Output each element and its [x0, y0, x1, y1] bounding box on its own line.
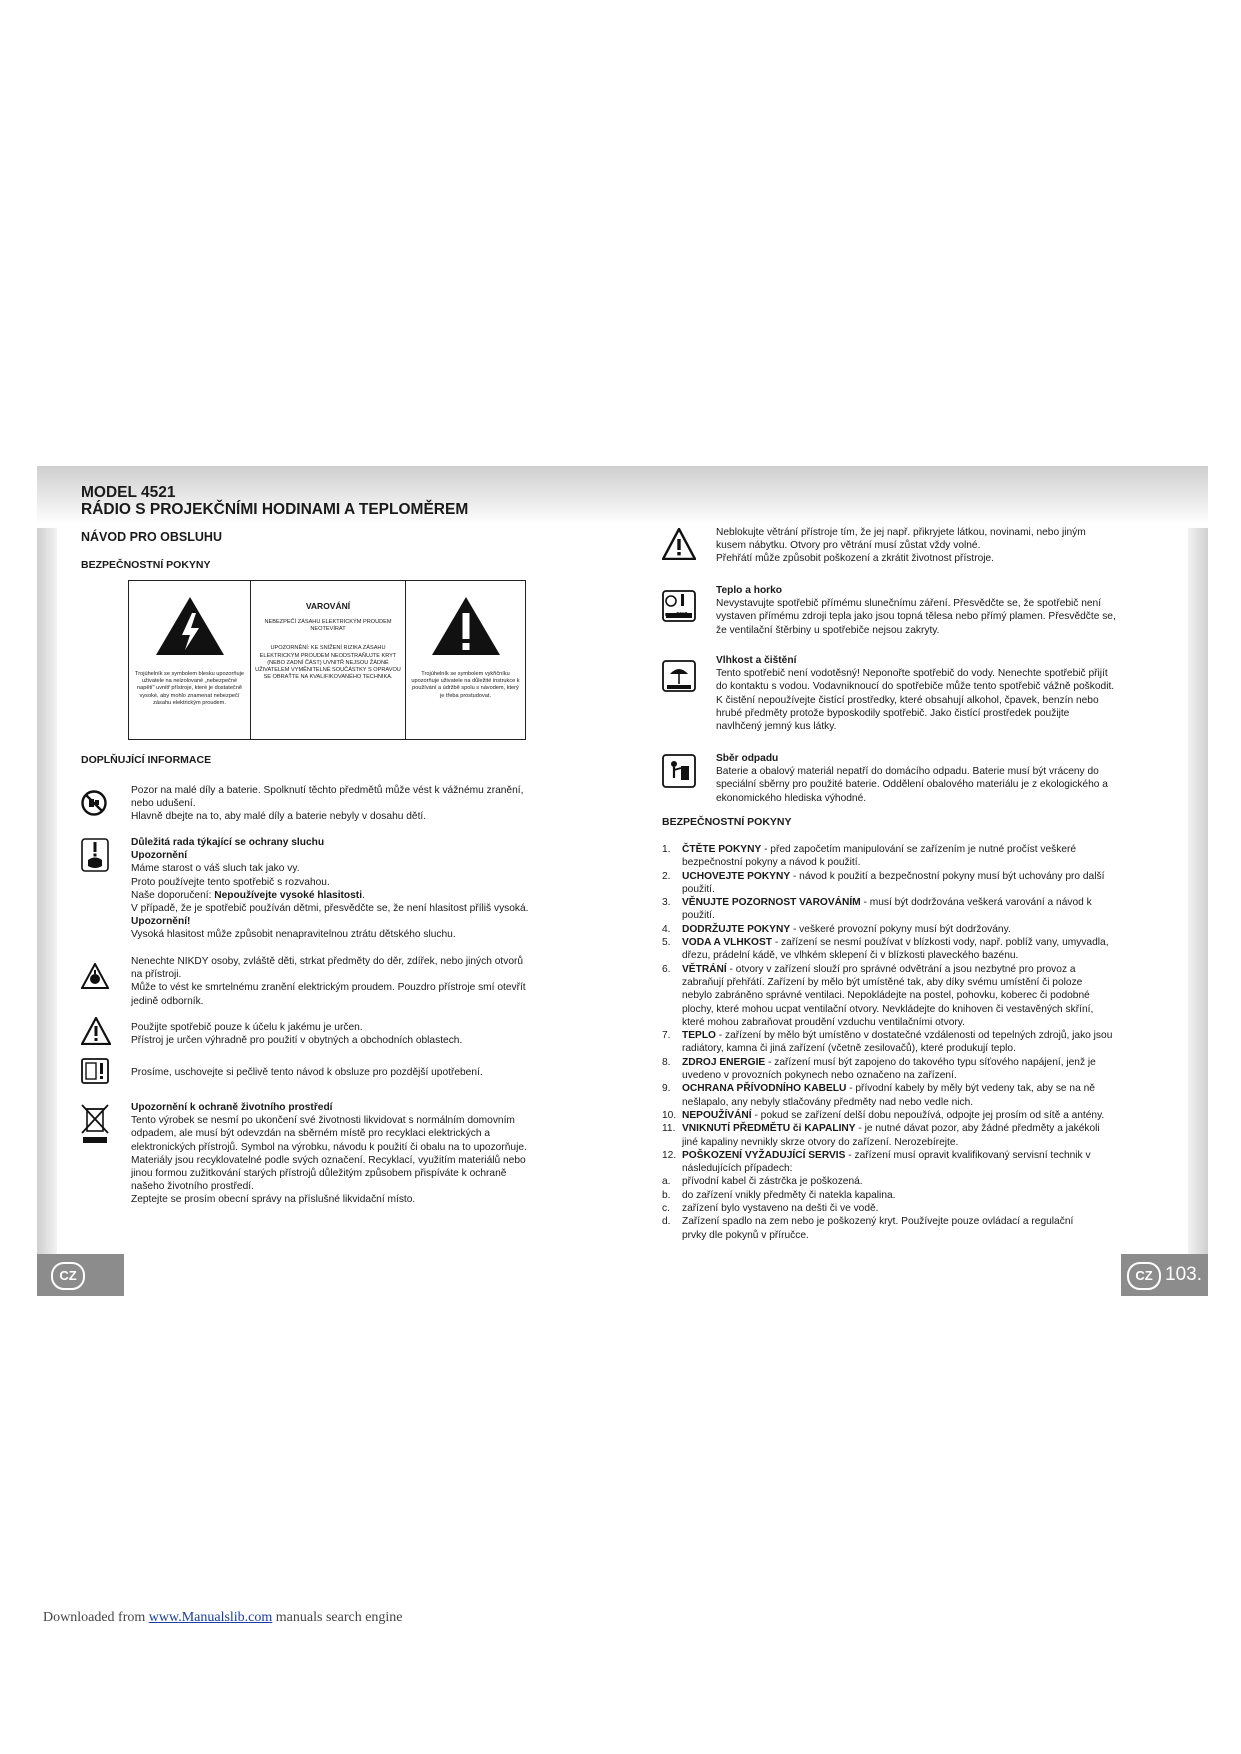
safety-list-item	[662, 1056, 1192, 1069]
hearing-warning-label: Upozornění!	[131, 916, 191, 928]
safety-list-text: - zařízení musí opravit kvalifikovaný servisní technik v	[845, 1149, 1091, 1161]
safety-list-number: 8.	[662, 1056, 671, 1068]
safety-list-item	[662, 1229, 1192, 1242]
safety-list-text: použití.	[682, 910, 715, 922]
safety-list-number: d.	[662, 1216, 671, 1228]
safety-list-text: nešlapalo, any nebyly stlačovány předměty nad nebo vedle nich.	[682, 1096, 974, 1108]
safety-list-number: b.	[662, 1189, 671, 1201]
safety-list-item	[662, 1202, 1192, 1215]
safety-list-item	[662, 1175, 1192, 1188]
heat-title: Teplo a horko	[716, 585, 783, 596]
safety-heading: BEZPEČNOSTNÍ POKYNY	[81, 559, 211, 571]
safety-list-item	[662, 963, 1192, 976]
warning-box	[128, 580, 526, 740]
moisture-title: Vlhkost a čištění	[716, 655, 797, 666]
manual-spread	[37, 466, 1208, 1296]
warning-cover-text: UPOZORNĚNÍ: KE SNÍŽENÍ RIZIKA ZÁSAHU ELEKTRICKÝM PROUDEM NEODSTRAŇUJTE KRYT (NEBO ZADNÍ ČÁST) UVNITŘ NEJSOU ŽÁDNÉ UŽIVATELEM VYMĚNITELNÉ SOUČÁSTKY S OPRAVOU SE OBRAŤTE NA KVALIFIKOVANÉHO TECHNIKA.	[255, 645, 401, 681]
safety-list-item	[662, 1069, 1192, 1082]
safety-list-number: 5.	[662, 937, 671, 949]
waste-line: speciální sběrny pro použité baterie. Oddělení obalového materiálu je z ekologického a	[716, 779, 1108, 791]
safety-list-text: použití.	[682, 883, 715, 895]
intended-use-line: Použijte spotřebič pouze k účelu k jakému je určen.	[131, 1022, 363, 1033]
safety-list-keyword: VĚNUJTE POZORNOST VAROVÁNÍM	[682, 897, 861, 909]
environment-line: Zeptejte se prosím obecní správy na příslušné likvidační místo.	[131, 1194, 416, 1206]
safety-list-item	[662, 1122, 1192, 1135]
small-parts-line: nebo udušení.	[131, 798, 196, 810]
waste-line: ekonomického hlediska výhodné.	[716, 792, 867, 804]
safety-list-keyword: VĚTRÁNÍ	[682, 963, 727, 975]
safety-list-text: - musí být dodržována veškerá varování a návod k	[860, 897, 1092, 909]
objects-line: na přístroji.	[131, 969, 182, 981]
safety-list-item	[662, 1042, 1192, 1055]
manual-book-icon	[81, 1058, 109, 1084]
moisture-line: hrubé předměty protože byposkodily spotřebič. Jako čistící prostředek použijte	[716, 707, 1070, 719]
exclamation-warning-icon	[430, 595, 502, 657]
safety-list-item	[662, 1016, 1192, 1029]
safety-list-item	[662, 1215, 1192, 1228]
hearing-line: V případě, že je spotřebič používán dětmi, přesvědčte se, že není hlasitost příliš vysoká.	[131, 903, 529, 915]
lightning-warning-icon	[154, 595, 226, 657]
safety-list-number: 4.	[662, 923, 671, 935]
language-badge: CZ	[51, 1262, 85, 1290]
objects-line: Může to vést ke smrtelnému zranění elektrickým proudem. Pouzdro přístroje smí otevřít	[131, 982, 526, 994]
safety-list-text: - otvory v zařízení slouží pro správné odvětrání a jsou nezbytné pro provoz a	[726, 963, 1076, 975]
hearing-warning-label: Upozornění	[131, 850, 188, 862]
left-page-edge	[37, 528, 57, 1254]
safety-list-keyword: ZDROJ ENERGIE	[682, 1056, 766, 1068]
safety-list-text: - před započetím manipulování se zařízením je nutné pročíst veškeré	[761, 844, 1077, 855]
safety-list-text: plochy, které mohou ucpat ventilační otvory. Nevkládejte do knihoven či vestavěných skříní,	[682, 1003, 1094, 1015]
safety-list-item	[662, 856, 1192, 869]
safety-list-text: radiátory, kamna či jiná zařízení (včetně zesilovačů), které produkují teplo.	[682, 1043, 1016, 1055]
safety-list-keyword: ČTĚTE POKYNY	[682, 844, 762, 855]
safety-list-text: jiné kapaliny nevnikly skrze otvory do zařízení. Nerozebírejte.	[682, 1136, 959, 1148]
safety-list-text: do zařízení vnikly předměty či natekla kapalina.	[682, 1189, 896, 1201]
safety-list-number: 12.	[662, 1149, 677, 1161]
waste-line: Baterie a obalový materiál nepatří do domácího odpadu. Baterie musí být vráceny do	[716, 766, 1099, 778]
safety-list-item	[662, 1149, 1192, 1162]
hearing-line: Proto používejte tento spotřebič s rozvahou.	[131, 876, 330, 888]
safety-list-item	[662, 1136, 1192, 1149]
safety-list-item	[662, 896, 1192, 909]
safety-list-item	[662, 989, 1192, 1002]
safety-list-number: 10.	[662, 1109, 677, 1121]
manualslib-link[interactable]: www.Manualslib.com	[148, 1610, 273, 1625]
safety-list-number: 9.	[662, 1083, 671, 1095]
safety-list-number: c.	[662, 1203, 670, 1215]
weee-bin-icon	[81, 1103, 109, 1145]
warning-box-exclamation-column	[406, 581, 525, 739]
environment-line: Tento výrobek se nesmí po ukončení své životnosti likvidovat s normálním domovním	[131, 1115, 515, 1127]
environment-line: elektronických přístrojů. Symbol na výrobku, návodu k použití či obalu na to upozorňuje.	[131, 1141, 527, 1153]
warning-shock-text: NEBEZPEČÍ ZÁSAHU ELEKTRICKÝM PROUDEM NEOTEVÍRAT	[264, 619, 392, 633]
heat-line: že ventilační štěrbiny u spotřebiče nejsou zakryty.	[716, 624, 940, 636]
safety-list-keyword: DODRŽUJTE POKYNY	[682, 923, 791, 935]
hearing-title: Důležitá rada týkající se ochrany sluchu	[131, 837, 325, 848]
safety-list-item	[662, 1096, 1192, 1109]
shock-hazard-icon	[81, 963, 109, 989]
safety-list-keyword: VNIKNUTÍ PŘEDMĚTU či KAPALINY	[682, 1123, 856, 1135]
additional-info-heading: DOPLŇUJÍCÍ INFORMACE	[81, 754, 212, 766]
objects-line: Nenechte NIKDY osoby, zvláště děti, strkat předměty do děr, zdířek, nebo jiných otvorů	[131, 956, 524, 967]
ventilation-line: kusem nábytku. Otvory pro větrání musí zůstat vždy volné.	[716, 540, 981, 552]
safety-list-keyword: VODA A VLHKOST	[682, 937, 772, 949]
ventilation-line: Neblokujte větrání přístroje tím, že jej např. přikryjete látkou, novinami, nebo jiným	[716, 527, 1086, 538]
caution-icon	[662, 528, 696, 560]
environment-line: Materiály jsou recyklovatelné podle svých označení. Recyklací, využitím materiálů nebo	[131, 1154, 526, 1166]
small-parts-line: Hlavně dbejte na to, aby malé díly a baterie nebyly v dosahu dětí.	[131, 811, 427, 823]
moisture-line: K čistění nepoužívejte čistící prostředky, které obsahují alkohol, čpavek, benzín nebo	[716, 694, 1099, 706]
safety-list-text: které mohou zabraňovat proudění vzduchu ventilačními otvory.	[682, 1016, 965, 1028]
moisture-line: navlhčený jemný kus látky.	[716, 721, 837, 733]
footer-left	[37, 1254, 124, 1296]
safety-list-text: přívodní kabel či zástrčka je poškozená.	[682, 1176, 863, 1188]
intended-use-line: Přístroj je určen výhradně pro použití v obytných a obchodních oblastech.	[131, 1035, 463, 1047]
safety-list-text: - návod k použití a bezpečnostní pokyny musí být uchovány pro další	[790, 870, 1105, 882]
no-small-parts-icon	[81, 790, 107, 816]
download-source-note: Downloaded from www.Manualslib.com manuals search engine	[43, 1610, 403, 1625]
warning-title: VAROVÁNÍ	[305, 601, 351, 611]
safety-list-number: 2.	[662, 870, 671, 882]
safety-list-number: 3.	[662, 897, 671, 909]
heat-line: vystaven přímému zdroji tepla jako jsou topná tělesa nebo přímý plamen. Přesvědčte se,	[716, 611, 1116, 623]
waste-title: Sběr odpadu	[716, 753, 779, 764]
safety-list-text: - přívodní kabely by měly být vedeny tak, aby se na ně	[846, 1083, 1095, 1095]
safety-list-item	[662, 883, 1192, 896]
safety-list-text: - pokud se zařízení delší dobu nepoužívá, odpojte jej prosím od sítě a antény.	[751, 1109, 1105, 1121]
document-title: MODEL 4521 RÁDIO S PROJEKČNÍMI HODINAMI A TEPLOMĚREM	[81, 484, 469, 518]
language-badge: CZ	[1127, 1262, 1161, 1290]
exclamation-warning-text: Trojúhelník se symbolem vykřičníku upozorňuje uživatele na důležité instrukce k používání a údržbě spolu s návodem, který je třeba prostudovat.	[411, 671, 520, 699]
safety-list-text: Zařízení spadlo na zem nebo je poškozený kryt. Používejte pouze ovládací a regulační	[682, 1216, 1074, 1228]
hearing-line: Vysoká hlasitost může způsobit nenapravitelnou ztrátu dětského sluchu.	[131, 929, 456, 941]
safety-list-number: 7.	[662, 1030, 671, 1042]
safety-list-item	[662, 976, 1192, 989]
safety-list-item	[662, 923, 1192, 936]
environment-line: našeho životního prostředí.	[131, 1181, 254, 1193]
manual-heading: NÁVOD PRO OBSLUHU	[81, 530, 222, 544]
hearing-warning-icon	[81, 838, 109, 872]
safety-instructions-heading: BEZPEČNOSTNÍ POKYNY	[662, 816, 792, 828]
safety-list-item	[662, 909, 1192, 922]
safety-list-text: dřezu, prádelní kádě, ve vlhkém sklepení či v blízkosti plaveckého bazénu.	[682, 950, 1019, 962]
safety-list-item	[662, 1029, 1192, 1042]
safety-list-text: bezpečnostní pokyny a návod k použití.	[682, 857, 861, 869]
safety-list-number: a.	[662, 1176, 671, 1188]
safety-list-item	[662, 1003, 1192, 1016]
moisture-line: do kontaktu s vodou. Vodavniknoucí do spotřebiče může tento spotřebič vážně poškodit.	[716, 681, 1115, 693]
safety-list-keyword: UCHOVEJTE POKYNY	[682, 870, 791, 882]
warning-box-lightning-column	[129, 581, 251, 739]
ventilation-line: Přehřátí může způsobit poškození a zkrátit životnost přístroje.	[716, 553, 995, 565]
hearing-recommendation: Naše doporučení: Nepoužívejte vysoké hlasitosti.	[131, 889, 365, 901]
safety-list-text: uvedeno v provozních pokynech nebo označeno na zařízení.	[682, 1070, 957, 1082]
warning-box-center-column	[251, 581, 406, 739]
safety-list-keyword: NEPOUŽÍVÁNÍ	[682, 1109, 752, 1121]
safety-list-item	[662, 1162, 1192, 1175]
safety-list-text: nebylo zabráněno správné ventilaci. Nepokládejte na postel, pohovku, koberec či podobné	[682, 990, 1090, 1002]
small-parts-line: Pozor na malé díly a baterie. Spolknutí těchto předmětů může vést k vážnému zranění,	[131, 785, 524, 796]
safety-list-item	[662, 1109, 1192, 1122]
moisture-icon	[662, 660, 696, 692]
safety-instructions-list	[662, 843, 1192, 1242]
safety-list-item	[662, 1082, 1192, 1095]
safety-list-item	[662, 870, 1192, 883]
objects-line: jedině odborník.	[131, 995, 204, 1007]
safety-list-item	[662, 949, 1192, 962]
safety-list-text: - zařízení se nesmí používat v blízkosti vody, např. poblíž vany, umyvadla,	[772, 937, 1109, 949]
safety-list-number: 11.	[662, 1123, 676, 1135]
safety-list-text: prvky dle pokynů v příručce.	[682, 1229, 809, 1241]
waste-bin-icon	[662, 754, 696, 788]
keep-manual-text: Prosíme, uschovejte si pečlivě tento návod k obsluze pro pozdější upotřebení.	[131, 1067, 483, 1078]
safety-list-text: - zařízení by mělo být umístěno v dostatečné vzdálenosti od tepelných zdrojů, jako jsou	[715, 1030, 1113, 1042]
lightning-warning-text: Trojúhelník se symbolem blesku upozorňuje uživatele na neizolované „nebezpečné napětí" uvnitř přístroje, které je dostatečně vysoké, aby mohlo znamenat nebezpečí zásahu elektrickým proudem.	[135, 671, 244, 706]
safety-list-number: 1.	[662, 844, 671, 855]
page-number: 103.	[1165, 1264, 1202, 1285]
environment-line: odpadem, ale musí být odevzdán na sběrném místě pro recyklaci elektrických a	[131, 1128, 490, 1140]
safety-list-text: - veškeré provozní pokyny musí být dodržovány.	[790, 923, 1011, 935]
safety-list-keyword: TEPLO	[682, 1030, 716, 1042]
safety-list-keyword: POŠKOZENÍ VYŽADUJÍCÍ SERVIS	[682, 1149, 846, 1161]
safety-list-item	[662, 1189, 1192, 1202]
footer-right	[1121, 1254, 1208, 1296]
moisture-line: Tento spotřebič není vodotěsný! Neponořte spotřebič do vody. Nenechte spotřebič přijít	[716, 668, 1108, 680]
environment-title: Upozornění k ochraně životního prostředí	[131, 1102, 333, 1113]
safety-list-text: zabraňují přehřátí. Zařízení by mělo být umístěné tak, aby díky svému umístění či poloze	[682, 976, 1083, 988]
safety-list-number: 6.	[662, 963, 671, 975]
safety-list-keyword: OCHRANA PŘÍVODNÍHO KABELU	[682, 1083, 847, 1095]
safety-list-item	[662, 843, 1192, 856]
heat-line: Nevystavujte spotřebič přímému slunečnímu záření. Přesvědčte se, že spotřebič není	[716, 598, 1102, 610]
safety-list-text: - je nutné dávat pozor, aby žádné předměty a jakékoli	[855, 1123, 1100, 1135]
safety-list-text: zařízení bylo vystaveno na dešti či ve vodě.	[682, 1203, 879, 1215]
safety-list-text: následujících případech:	[682, 1163, 793, 1175]
hearing-line: Máme starost o váš sluch tak jako vy.	[131, 863, 300, 875]
safety-list-item	[662, 936, 1192, 949]
max-temperature-label: max 50°C	[665, 612, 688, 618]
caution-icon	[81, 1017, 111, 1045]
safety-list-text: - zařízení musí být zapojeno do takového typu síťového napájení, jenž je	[765, 1056, 1096, 1068]
environment-line: jinou formou zužitkování starých přístrojů důležitým způsobem přispíváte k ochraně	[131, 1168, 507, 1180]
